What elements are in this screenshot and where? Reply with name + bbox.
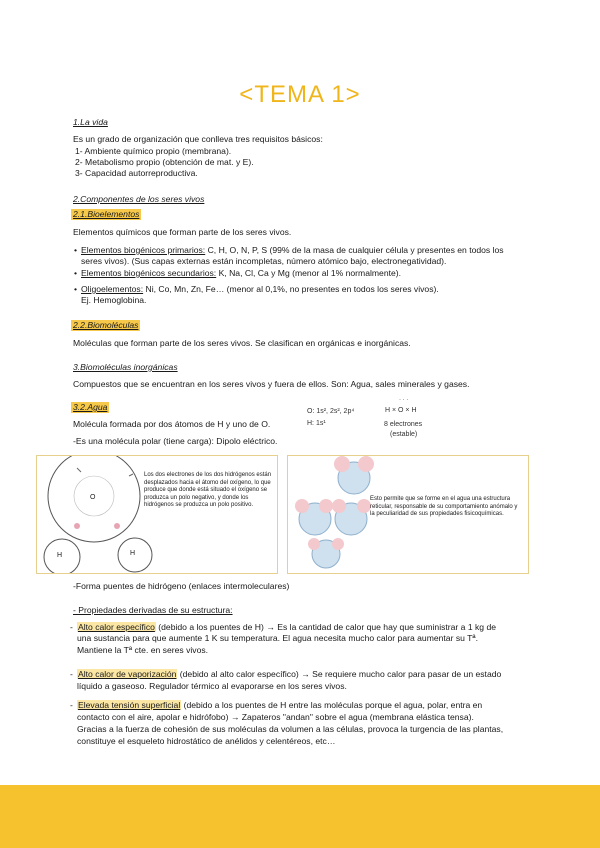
tension-superficial-label: Elevada tensión superficial <box>78 700 181 710</box>
calor-especifico-text-3: Mantiene la Tª cte. en seres vivos. <box>77 645 209 655</box>
bullet-secundarios: • Elementos biogénicos secundarios: K, Na, Cl, Ca y Mg (menor al 1% normalmente). <box>74 268 402 278</box>
calor-vaporizacion-label: Alto calor de vaporización <box>78 669 177 679</box>
tension-superficial-text: (debido a los puentes de H entre las moléculas porque el agua, polar, entra en <box>181 700 483 710</box>
agua-line-2: -Es una molécula polar (tiene carga): Dipolo eléctrico. <box>73 436 278 446</box>
section-heading-inorganicas: 3.Biomoléculas inorgánicas <box>73 362 178 372</box>
hydrogen-label-2: H <box>130 550 136 557</box>
footer-band <box>0 785 600 848</box>
oligoelementos-example: Ej. Hemoglobina. <box>81 295 147 305</box>
calor-vaporizacion-text-2: líquido a gaseoso. Regulador térmico al evaporarse en los seres vivos. <box>77 681 347 691</box>
tension-superficial-text-3: Gracias a la fuerza de cohesión de sus moléculas da volumen a las células, provoca la turgencia de las plantas, <box>77 724 504 734</box>
biomoleculas-text: Moléculas que forman parte de los seres vivos. Se clasifican en orgánicas e inorgánicas. <box>73 338 411 348</box>
secundarios-text: K, Na, Cl, Ca y Mg (menor al 1% normalmente). <box>216 268 402 278</box>
hydrogen-label-1: H <box>57 552 63 559</box>
lewis-note-2: (estable) <box>390 431 418 438</box>
calor-especifico-text: (debido a los puentes de H) → Es la cantidad de calor que hay que suministrar a 1 kg de <box>155 622 497 632</box>
figure-dipole <box>36 455 278 574</box>
calor-vaporizacion-text: (debido al alto calor específico) → Se requiere mucho calor para pasar de un estado <box>177 669 502 679</box>
vida-item-1: 1- Ambiente químico propio (membrana). <box>75 146 232 156</box>
vida-intro: Es un grado de organización que conlleva tres requisitos básicos: <box>73 134 323 144</box>
hydrogen-bonds-caption: Esto permite que se forme en el agua una estructura reticular, responsable de su comportamiento anómalo y la peculiaridad de sus propiedades fisicoquímicas. <box>370 496 518 517</box>
section-heading-vida: 1.La vida <box>73 117 108 127</box>
section-heading-componentes: 2.Componentes de los seres vivos <box>73 194 205 204</box>
property-calor-vaporizacion: - Alto calor de vaporización (debido al alto calor específico) → Se requiere mucho calor para pasar de un estado <box>70 669 502 679</box>
subheading-biomoleculas: 2.2.Biomoléculas <box>73 320 139 330</box>
property-calor-especifico: - Alto calor específico (debido a los puentes de H) → Es la cantidad de calor que hay que suministrar a 1 kg de <box>70 622 497 632</box>
oligoelementos-label: Oligoelementos: <box>81 284 144 294</box>
hydrogen-bonds-text: -Forma puentes de hidrógeno (enlaces intermoleculares) <box>73 581 290 591</box>
page-title: <TEMA 1> <box>239 81 361 108</box>
subheading-agua: 3.2.Agua <box>73 402 108 412</box>
figure-hydrogen-bonds <box>287 455 529 574</box>
oligoelementos-text: Ni, Co, Mn, Zn, Fe… (menor al 0,1%, no presentes en todos los seres vivos). <box>143 284 439 294</box>
vida-item-3: 3- Capacidad autorreproductiva. <box>75 168 198 178</box>
calor-especifico-label: Alto calor específico <box>78 622 155 632</box>
subheading-bioelementos: 2.1.Bioelementos <box>73 209 140 219</box>
oxygen-label: O <box>90 494 96 501</box>
primarios-label: Elementos biogénicos primarios: <box>81 245 206 255</box>
property-tension-superficial: - Elevada tensión superficial (debido a los puentes de H entre las moléculas porque el agua, polar, entra en <box>70 700 483 710</box>
tension-superficial-text-4: constituye el esqueleto hidrostático de anélidos y celentéreos, etc… <box>77 736 336 746</box>
primarios-text-2: seres vivos). (Sus capas externas están incompletas, número atómico bajo, electronegatividad). <box>81 256 447 266</box>
primarios-text: C, H, O, N, P, S (99% de la masa de cualquier célula y presentes en todos los <box>205 245 504 255</box>
calor-especifico-text-2: una sustancia para que aumente 1 K su temperatura. El agua necesita mucho calor para aumentar su Tª. <box>77 633 478 643</box>
hydrogen-config: H: 1s¹ <box>307 420 326 427</box>
lewis-structure: H × O × H <box>385 407 417 414</box>
secundarios-label: Elementos biogénicos secundarios: <box>81 268 217 278</box>
bullet-primarios: • Elementos biogénicos primarios: C, H, O, N, P, S (99% de la masa de cualquier célula y presentes en todos los <box>74 245 504 255</box>
bullet-oligoelementos: • Oligoelementos: Ni, Co, Mn, Zn, Fe… (menor al 0,1%, no presentes en todos los seres vivos). <box>74 284 439 294</box>
inorganicas-text: Compuestos que se encuentran en los seres vivos y fuera de ellos. Son: Agua, sales minerales y gases. <box>73 379 470 389</box>
oxygen-config: O: 1s², 2s², 2p⁴ <box>307 408 355 415</box>
properties-heading: - Propiedades derivadas de su estructura: <box>73 605 233 615</box>
lewis-dots: · · · <box>399 397 409 403</box>
dipole-caption: Los dos electrones de los dos hidrógenos están desplazados hacia el átomo del oxígeno, lo que produce que donde está situado el oxígeno se produzca un polo negativo, y donde los hidrógenos se produzca un polo positivo. <box>144 472 272 508</box>
vida-item-2: 2- Metabolismo propio (obtención de mat. y E). <box>75 157 254 167</box>
tension-superficial-text-2: contacto con el aire, apolar e hidrófobo) → Zapateros "andan" sobre el agua (membrana elástica tensa). <box>77 712 474 722</box>
bioelementos-text: Elementos químicos que forman parte de los seres vivos. <box>73 227 292 237</box>
agua-line-1: Molécula formada por dos átomos de H y uno de O. <box>73 419 271 429</box>
lewis-note-1: 8 electrones <box>384 421 423 428</box>
